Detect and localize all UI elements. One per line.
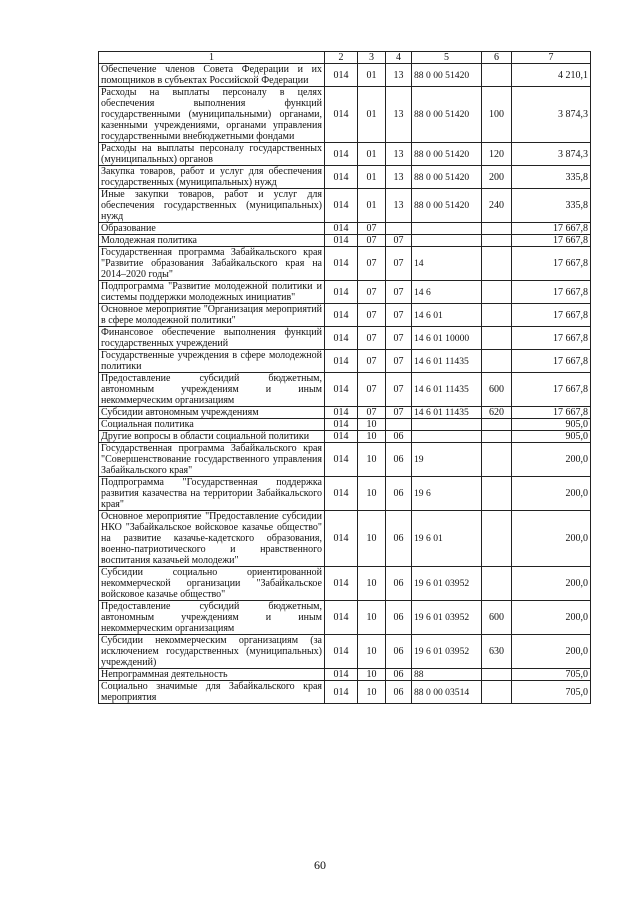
row-subsection-cell xyxy=(386,419,412,431)
row-amount-cell: 335,8 xyxy=(512,189,591,223)
row-subsection-cell: 06 xyxy=(386,669,412,681)
row-section-cell: 10 xyxy=(358,419,386,431)
row-amount-cell: 200,0 xyxy=(512,477,591,511)
table-row xyxy=(99,419,591,431)
row-ministry-cell: 014 xyxy=(325,419,358,431)
row-amount-cell: 3 874,3 xyxy=(512,87,591,143)
row-name-cell: Подпрограмма "Развитие молодежной политики и системы поддержки молодежных инициатив" xyxy=(99,281,325,304)
row-section-cell: 07 xyxy=(358,304,386,327)
row-expense-type-cell xyxy=(482,281,512,304)
header-cell: 1 xyxy=(99,52,325,64)
row-ministry-cell: 014 xyxy=(325,235,358,247)
row-section-cell: 10 xyxy=(358,669,386,681)
row-expense-type-cell xyxy=(482,327,512,350)
row-amount-cell: 200,0 xyxy=(512,511,591,567)
row-name-cell: Молодежная политика xyxy=(99,235,325,247)
row-subsection-cell: 13 xyxy=(386,166,412,189)
row-amount-cell: 905,0 xyxy=(512,431,591,443)
row-expense-type-cell: 120 xyxy=(482,143,512,166)
row-amount-cell: 17 667,8 xyxy=(512,407,591,419)
row-target-cell: 19 xyxy=(412,443,482,477)
row-expense-type-cell: 100 xyxy=(482,87,512,143)
row-target-cell: 88 0 00 51420 xyxy=(412,143,482,166)
row-amount-cell: 17 667,8 xyxy=(512,281,591,304)
row-expense-type-cell xyxy=(482,235,512,247)
row-target-cell: 19 6 01 xyxy=(412,511,482,567)
row-section-cell: 07 xyxy=(358,350,386,373)
row-subsection-cell: 07 xyxy=(386,235,412,247)
row-subsection-cell: 13 xyxy=(386,87,412,143)
row-section-cell: 07 xyxy=(358,247,386,281)
row-target-cell: 88 xyxy=(412,669,482,681)
row-ministry-cell: 014 xyxy=(325,477,358,511)
row-subsection-cell: 07 xyxy=(386,304,412,327)
header-cell: 2 xyxy=(325,52,358,64)
row-ministry-cell: 014 xyxy=(325,681,358,704)
row-amount-cell: 17 667,8 xyxy=(512,223,591,235)
row-name-cell: Государственная программа Забайкальского края "Совершенствование государственного управления Забайкальского края" xyxy=(99,443,325,477)
row-ministry-cell: 014 xyxy=(325,407,358,419)
row-ministry-cell: 014 xyxy=(325,511,358,567)
row-amount-cell: 4 210,1 xyxy=(512,64,591,87)
row-ministry-cell: 014 xyxy=(325,223,358,235)
row-name-cell: Подпрограмма "Государственная поддержка развития казачества на территории Забайкальского края" xyxy=(99,477,325,511)
row-section-cell: 01 xyxy=(358,87,386,143)
row-target-cell: 14 6 01 10000 xyxy=(412,327,482,350)
table-row xyxy=(99,189,591,223)
row-subsection-cell: 06 xyxy=(386,601,412,635)
row-section-cell: 10 xyxy=(358,443,386,477)
row-amount-cell: 17 667,8 xyxy=(512,247,591,281)
row-expense-type-cell xyxy=(482,477,512,511)
row-section-cell: 10 xyxy=(358,681,386,704)
row-name-cell: Основное мероприятие "Предоставление субсидии НКО "Забайкальское войсковое казачье общество" на развитие казачье-кадетского образования, военно-патриотического и нравственного воспитания казачьей молодежи" xyxy=(99,511,325,567)
row-expense-type-cell xyxy=(482,419,512,431)
table-row xyxy=(99,635,591,669)
row-ministry-cell: 014 xyxy=(325,281,358,304)
row-name-cell: Социально значимые для Забайкальского края мероприятия xyxy=(99,681,325,704)
row-expense-type-cell: 240 xyxy=(482,189,512,223)
row-ministry-cell: 014 xyxy=(325,373,358,407)
table-row xyxy=(99,166,591,189)
row-subsection-cell: 06 xyxy=(386,681,412,704)
row-subsection-cell: 13 xyxy=(386,64,412,87)
table-row xyxy=(99,281,591,304)
table-row xyxy=(99,64,591,87)
header-cell: 6 xyxy=(482,52,512,64)
row-name-cell: Расходы на выплаты персоналу в целях обеспечения выполнения функций государственными (муниципальными) органами, казенными учреждениями, органами управления государственными внебюджетными фондами xyxy=(99,87,325,143)
table-row xyxy=(99,407,591,419)
row-section-cell: 10 xyxy=(358,567,386,601)
row-subsection-cell: 07 xyxy=(386,327,412,350)
row-section-cell: 10 xyxy=(358,511,386,567)
row-target-cell: 14 6 xyxy=(412,281,482,304)
row-subsection-cell: 13 xyxy=(386,143,412,166)
row-name-cell: Непрограммная деятельность xyxy=(99,669,325,681)
row-ministry-cell: 014 xyxy=(325,567,358,601)
row-subsection-cell: 13 xyxy=(386,189,412,223)
row-name-cell: Субсидии социально ориентированной некоммерческой организации "Забайкальское войсковое казачье общество" xyxy=(99,567,325,601)
row-target-cell xyxy=(412,431,482,443)
row-subsection-cell: 07 xyxy=(386,407,412,419)
row-amount-cell: 200,0 xyxy=(512,567,591,601)
table-row xyxy=(99,235,591,247)
table-row xyxy=(99,350,591,373)
row-ministry-cell: 014 xyxy=(325,87,358,143)
header-cell: 4 xyxy=(386,52,412,64)
row-ministry-cell: 014 xyxy=(325,64,358,87)
row-ministry-cell: 014 xyxy=(325,143,358,166)
row-expense-type-cell xyxy=(482,247,512,281)
row-expense-type-cell xyxy=(482,681,512,704)
row-amount-cell: 200,0 xyxy=(512,635,591,669)
row-expense-type-cell xyxy=(482,431,512,443)
row-ministry-cell: 014 xyxy=(325,669,358,681)
row-ministry-cell: 014 xyxy=(325,601,358,635)
row-amount-cell: 3 874,3 xyxy=(512,143,591,166)
row-section-cell: 01 xyxy=(358,166,386,189)
row-name-cell: Расходы на выплаты персоналу государственных (муниципальных) органов xyxy=(99,143,325,166)
row-subsection-cell: 06 xyxy=(386,443,412,477)
row-expense-type-cell xyxy=(482,443,512,477)
row-section-cell: 07 xyxy=(358,407,386,419)
row-expense-type-cell: 200 xyxy=(482,166,512,189)
row-amount-cell: 200,0 xyxy=(512,601,591,635)
row-section-cell: 01 xyxy=(358,143,386,166)
row-name-cell: Обеспечение членов Совета Федерации и их помощников в субъектах Российской Федерации xyxy=(99,64,325,87)
row-amount-cell: 905,0 xyxy=(512,419,591,431)
row-expense-type-cell: 630 xyxy=(482,635,512,669)
row-section-cell: 10 xyxy=(358,477,386,511)
row-expense-type-cell: 600 xyxy=(482,373,512,407)
table-row xyxy=(99,511,591,567)
row-subsection-cell: 06 xyxy=(386,477,412,511)
row-amount-cell: 335,8 xyxy=(512,166,591,189)
row-subsection-cell: 06 xyxy=(386,431,412,443)
row-section-cell: 07 xyxy=(358,373,386,407)
row-target-cell: 14 6 01 xyxy=(412,304,482,327)
table-row xyxy=(99,681,591,704)
table-row xyxy=(99,601,591,635)
row-section-cell: 07 xyxy=(358,235,386,247)
row-expense-type-cell xyxy=(482,304,512,327)
table-row xyxy=(99,431,591,443)
row-subsection-cell: 06 xyxy=(386,511,412,567)
row-subsection-cell: 07 xyxy=(386,281,412,304)
row-target-cell: 88 0 00 51420 xyxy=(412,87,482,143)
row-target-cell: 19 6 01 03952 xyxy=(412,567,482,601)
row-name-cell: Государственные учреждения в сфере молодежной политики xyxy=(99,350,325,373)
row-ministry-cell: 014 xyxy=(325,350,358,373)
row-name-cell: Субсидии некоммерческим организациям (за исключением государственных (муниципальных) учреждений) xyxy=(99,635,325,669)
row-name-cell: Закупка товаров, работ и услуг для обеспечения государственных (муниципальных) нужд xyxy=(99,166,325,189)
row-target-cell xyxy=(412,235,482,247)
row-ministry-cell: 014 xyxy=(325,166,358,189)
row-target-cell: 14 6 01 11435 xyxy=(412,350,482,373)
row-section-cell: 10 xyxy=(358,635,386,669)
row-expense-type-cell: 620 xyxy=(482,407,512,419)
row-expense-type-cell xyxy=(482,64,512,87)
row-amount-cell: 17 667,8 xyxy=(512,327,591,350)
row-target-cell xyxy=(412,223,482,235)
row-amount-cell: 17 667,8 xyxy=(512,235,591,247)
row-section-cell: 10 xyxy=(358,601,386,635)
row-expense-type-cell xyxy=(482,669,512,681)
row-target-cell xyxy=(412,419,482,431)
row-amount-cell: 17 667,8 xyxy=(512,373,591,407)
row-name-cell: Образование xyxy=(99,223,325,235)
row-name-cell: Государственная программа Забайкальского края "Развитие образования Забайкальского края на 2014–2020 годы" xyxy=(99,247,325,281)
row-expense-type-cell xyxy=(482,223,512,235)
row-ministry-cell: 014 xyxy=(325,327,358,350)
row-ministry-cell: 014 xyxy=(325,304,358,327)
row-name-cell: Финансовое обеспечение выполнения функций государственных учреждений xyxy=(99,327,325,350)
row-target-cell: 88 0 00 51420 xyxy=(412,166,482,189)
row-name-cell: Основное мероприятие "Организация мероприятий в сфере молодежной политики" xyxy=(99,304,325,327)
row-ministry-cell: 014 xyxy=(325,443,358,477)
table-row xyxy=(99,304,591,327)
row-amount-cell: 705,0 xyxy=(512,681,591,704)
row-section-cell: 07 xyxy=(358,327,386,350)
table-row xyxy=(99,247,591,281)
header-cell: 3 xyxy=(358,52,386,64)
row-ministry-cell: 014 xyxy=(325,635,358,669)
row-target-cell: 88 0 00 51420 xyxy=(412,64,482,87)
row-target-cell: 88 0 00 51420 xyxy=(412,189,482,223)
header-cell: 7 xyxy=(512,52,591,64)
budget-table xyxy=(98,51,591,704)
row-expense-type-cell xyxy=(482,350,512,373)
table-body xyxy=(99,64,591,704)
table-row xyxy=(99,669,591,681)
row-section-cell: 07 xyxy=(358,223,386,235)
row-ministry-cell: 014 xyxy=(325,189,358,223)
table-row xyxy=(99,567,591,601)
row-expense-type-cell: 600 xyxy=(482,601,512,635)
row-name-cell: Предоставление субсидий бюджетным, автономным учреждениям и иным некоммерческим организациям xyxy=(99,601,325,635)
row-section-cell: 07 xyxy=(358,281,386,304)
row-subsection-cell: 07 xyxy=(386,373,412,407)
row-target-cell: 14 6 01 11435 xyxy=(412,407,482,419)
row-ministry-cell: 014 xyxy=(325,431,358,443)
row-expense-type-cell xyxy=(482,567,512,601)
row-section-cell: 01 xyxy=(358,64,386,87)
row-target-cell: 14 6 01 11435 xyxy=(412,373,482,407)
row-expense-type-cell xyxy=(482,511,512,567)
table-row xyxy=(99,477,591,511)
row-ministry-cell: 014 xyxy=(325,247,358,281)
row-subsection-cell: 07 xyxy=(386,350,412,373)
table-row xyxy=(99,223,591,235)
header-cell: 5 xyxy=(412,52,482,64)
row-name-cell: Другие вопросы в области социальной политики xyxy=(99,431,325,443)
table-row xyxy=(99,143,591,166)
row-section-cell: 01 xyxy=(358,189,386,223)
table-row xyxy=(99,373,591,407)
row-subsection-cell: 07 xyxy=(386,247,412,281)
row-subsection-cell: 06 xyxy=(386,635,412,669)
row-target-cell: 19 6 01 03952 xyxy=(412,601,482,635)
table-row xyxy=(99,87,591,143)
row-name-cell: Иные закупки товаров, работ и услуг для обеспечения государственных (муниципальных) нужд xyxy=(99,189,325,223)
row-name-cell: Предоставление субсидий бюджетным, автономным учреждениям и иным некоммерческим организациям xyxy=(99,373,325,407)
row-target-cell: 19 6 01 03952 xyxy=(412,635,482,669)
row-subsection-cell: 06 xyxy=(386,567,412,601)
page-number: 60 xyxy=(314,858,326,872)
table-row xyxy=(99,327,591,350)
row-target-cell: 14 xyxy=(412,247,482,281)
row-name-cell: Социальная политика xyxy=(99,419,325,431)
row-subsection-cell xyxy=(386,223,412,235)
row-target-cell: 88 0 00 03514 xyxy=(412,681,482,704)
row-amount-cell: 705,0 xyxy=(512,669,591,681)
table-row xyxy=(99,443,591,477)
row-section-cell: 10 xyxy=(358,431,386,443)
row-amount-cell: 17 667,8 xyxy=(512,350,591,373)
header-row xyxy=(99,52,591,64)
row-name-cell: Субсидии автономным учреждениям xyxy=(99,407,325,419)
row-amount-cell: 17 667,8 xyxy=(512,304,591,327)
row-amount-cell: 200,0 xyxy=(512,443,591,477)
row-target-cell: 19 6 xyxy=(412,477,482,511)
